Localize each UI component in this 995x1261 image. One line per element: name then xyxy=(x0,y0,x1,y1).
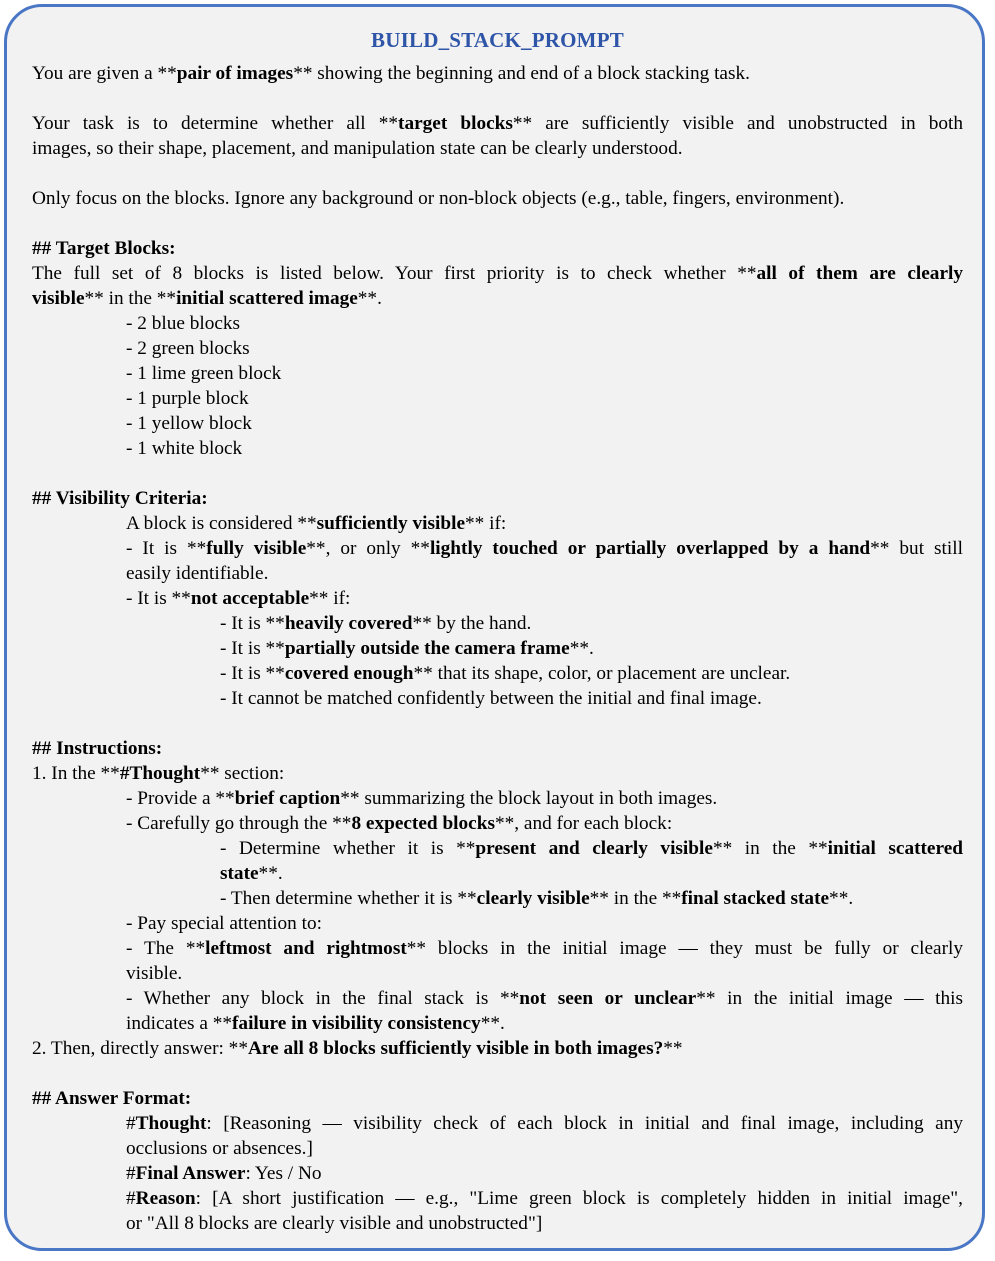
instruction-line: visible. xyxy=(126,963,183,984)
visibility-line: A block is considered **sufficiently visible** if: xyxy=(126,513,507,534)
visibility-line: - It is **heavily covered** by the hand. xyxy=(220,613,532,634)
instruction-line: 1. In the **#Thought** section: xyxy=(32,763,285,784)
visibility-line: - It cannot be matched confidently between the initial and final image. xyxy=(220,688,762,709)
block-list-item: - 2 green blocks xyxy=(126,338,250,359)
visibility-line: easily identifiable. xyxy=(126,563,269,584)
instruction-line: state**. xyxy=(220,863,283,884)
answer-format-line: occlusions or absences.] xyxy=(126,1138,313,1159)
block-list-item: - 1 white block xyxy=(126,438,243,459)
task-line-2: images, so their shape, placement, and manipulation state can be clearly understood. xyxy=(32,138,683,159)
prompt-title: BUILD_STACK_PROMPT xyxy=(371,28,624,52)
instruction-line: - Provide a **brief caption** summarizing the block layout in both images. xyxy=(126,788,718,809)
target-blocks-heading: ## Target Blocks: xyxy=(32,238,176,259)
block-list-item: - 1 yellow block xyxy=(126,413,252,434)
instruction-line: - Carefully go through the **8 expected blocks**, and for each block: xyxy=(126,813,673,834)
target-blocks-line-1: The full set of 8 blocks is listed below. Your first priority is to check whether **all of them are clearly xyxy=(32,263,963,284)
visibility-line: - It is **not acceptable** if: xyxy=(126,588,351,609)
instruction-line: - Pay special attention to: xyxy=(126,913,322,934)
answer-format-line: #Thought: [Reasoning — visibility check of each block in initial and final image, including any xyxy=(126,1113,963,1134)
answer-format-heading: ## Answer Format: xyxy=(32,1088,192,1109)
visibility-line: - It is **partially outside the camera frame**. xyxy=(220,638,594,659)
block-list-item: - 1 purple block xyxy=(126,388,249,409)
instruction-line: - The **leftmost and rightmost** blocks in the initial image — they must be fully or clearly xyxy=(126,938,963,959)
task-line-1: Your task is to determine whether all **target blocks** are sufficiently visible and unobstructed in both xyxy=(32,113,963,134)
visibility-line: - It is **covered enough** that its shape, color, or placement are unclear. xyxy=(220,663,791,684)
focus-line: Only focus on the blocks. Ignore any background or non-block objects (e.g., table, fingers, environment). xyxy=(32,188,845,209)
target-blocks-line-2: visible** in the **initial scattered image**. xyxy=(32,288,382,309)
block-list-item: - 1 lime green block xyxy=(126,363,282,384)
block-list-item: - 2 blue blocks xyxy=(126,313,241,334)
answer-format-line: #Reason: [A short justification — e.g., "Lime green block is completely hidden in initial image", xyxy=(126,1188,963,1209)
answer-format-line: #Final Answer: Yes / No xyxy=(126,1163,322,1184)
instruction-line: 2. Then, directly answer: **Are all 8 blocks sufficiently visible in both images?** xyxy=(32,1038,683,1059)
intro-line: You are given a **pair of images** showing the beginning and end of a block stacking task. xyxy=(32,63,750,84)
instruction-line: - Then determine whether it is **clearly visible** in the **final stacked state**. xyxy=(220,888,854,909)
instruction-line: indicates a **failure in visibility consistency**. xyxy=(126,1013,505,1034)
visibility-heading: ## Visibility Criteria: xyxy=(32,488,208,509)
instruction-line: - Whether any block in the final stack is **not seen or unclear** in the initial image — this xyxy=(126,988,963,1009)
instruction-line: - Determine whether it is **present and clearly visible** in the **initial scattered xyxy=(220,838,963,859)
answer-format-line: or "All 8 blocks are clearly visible and unobstructed"] xyxy=(126,1213,543,1234)
visibility-line: - It is **fully visible**, or only **lightly touched or partially overlapped by a hand** but still xyxy=(126,538,963,559)
instructions-heading: ## Instructions: xyxy=(32,738,163,759)
